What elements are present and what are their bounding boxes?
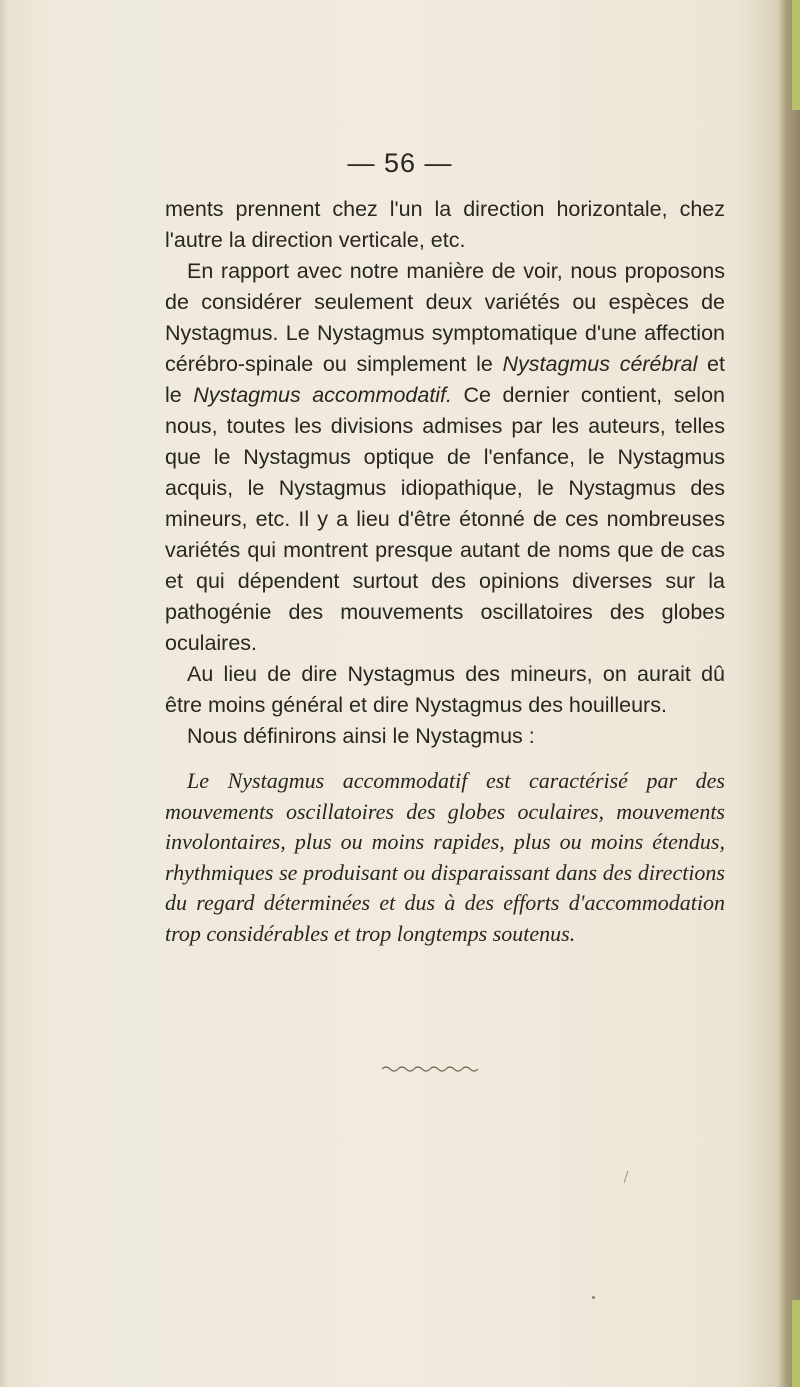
paragraph-3: Au lieu de dire Nystagmus des mineurs, on aurait dû être moins général et dire Nystagmus des houilleurs. xyxy=(165,662,725,717)
body-text xyxy=(165,194,725,949)
term-nystagmus-accommodatif: Nystagmus accommodatif. xyxy=(193,383,453,407)
page-left-edge xyxy=(0,0,8,1387)
paragraph-2 xyxy=(165,256,725,659)
page-right-edge xyxy=(778,0,800,1387)
paragraph-2-text-a: En rapport avec notre manière de voir, nous proposons de considérer seulement deux variétés ou espèces de Nystagmus. Le Nystagmus symptomatique d'une affection cérébro-spinale ou simplement le xyxy=(165,259,725,376)
end-ornament xyxy=(380,1063,480,1073)
ink-dot xyxy=(592,1296,595,1299)
definition-paragraph: Le Nystagmus accommodatif est caractérisé par des mouvements oscillatoires des globes oculaires, mouvements involontaires, plus ou moins rapides, plus ou moins étendus, rhythmiques se produisant ou disparaissant dans des directions du regard déterminées et dus à des efforts d'accommodation trop considérables et trop longtemps soutenus. xyxy=(165,768,725,946)
paragraph-2-text-e: Ce dernier contient, selon nous, toutes les divisions admises par les auteurs, telles que le Nystagmus optique de l'enfance, le Nystagmus acquis, le Nystagmus idiopathique, le Nystagmus des mineurs, etc. Il y a lieu d'être étonné de ces nombreuses variétés qui montrent presque autant de noms que de cas et qui dépendent surtout des opinions diverses sur la pathogénie des mouvements oscillatoires des globes oculaires. xyxy=(165,383,725,655)
paragraph-4: Nous définirons ainsi le Nystagmus : xyxy=(187,724,535,748)
page-edge-tint-top xyxy=(792,0,800,110)
paragraph-1: ments prennent chez l'un la direction horizontale, chez l'autre la direction verticale, etc. xyxy=(165,197,725,252)
page-number: — 56 — xyxy=(347,148,453,178)
term-nystagmus-cerebral: Nystagmus cérébral xyxy=(502,352,698,376)
ink-speck xyxy=(622,1170,630,1184)
page-edge-tint-bottom xyxy=(792,1300,800,1387)
paragraph-2-text-c: et le xyxy=(165,352,725,407)
